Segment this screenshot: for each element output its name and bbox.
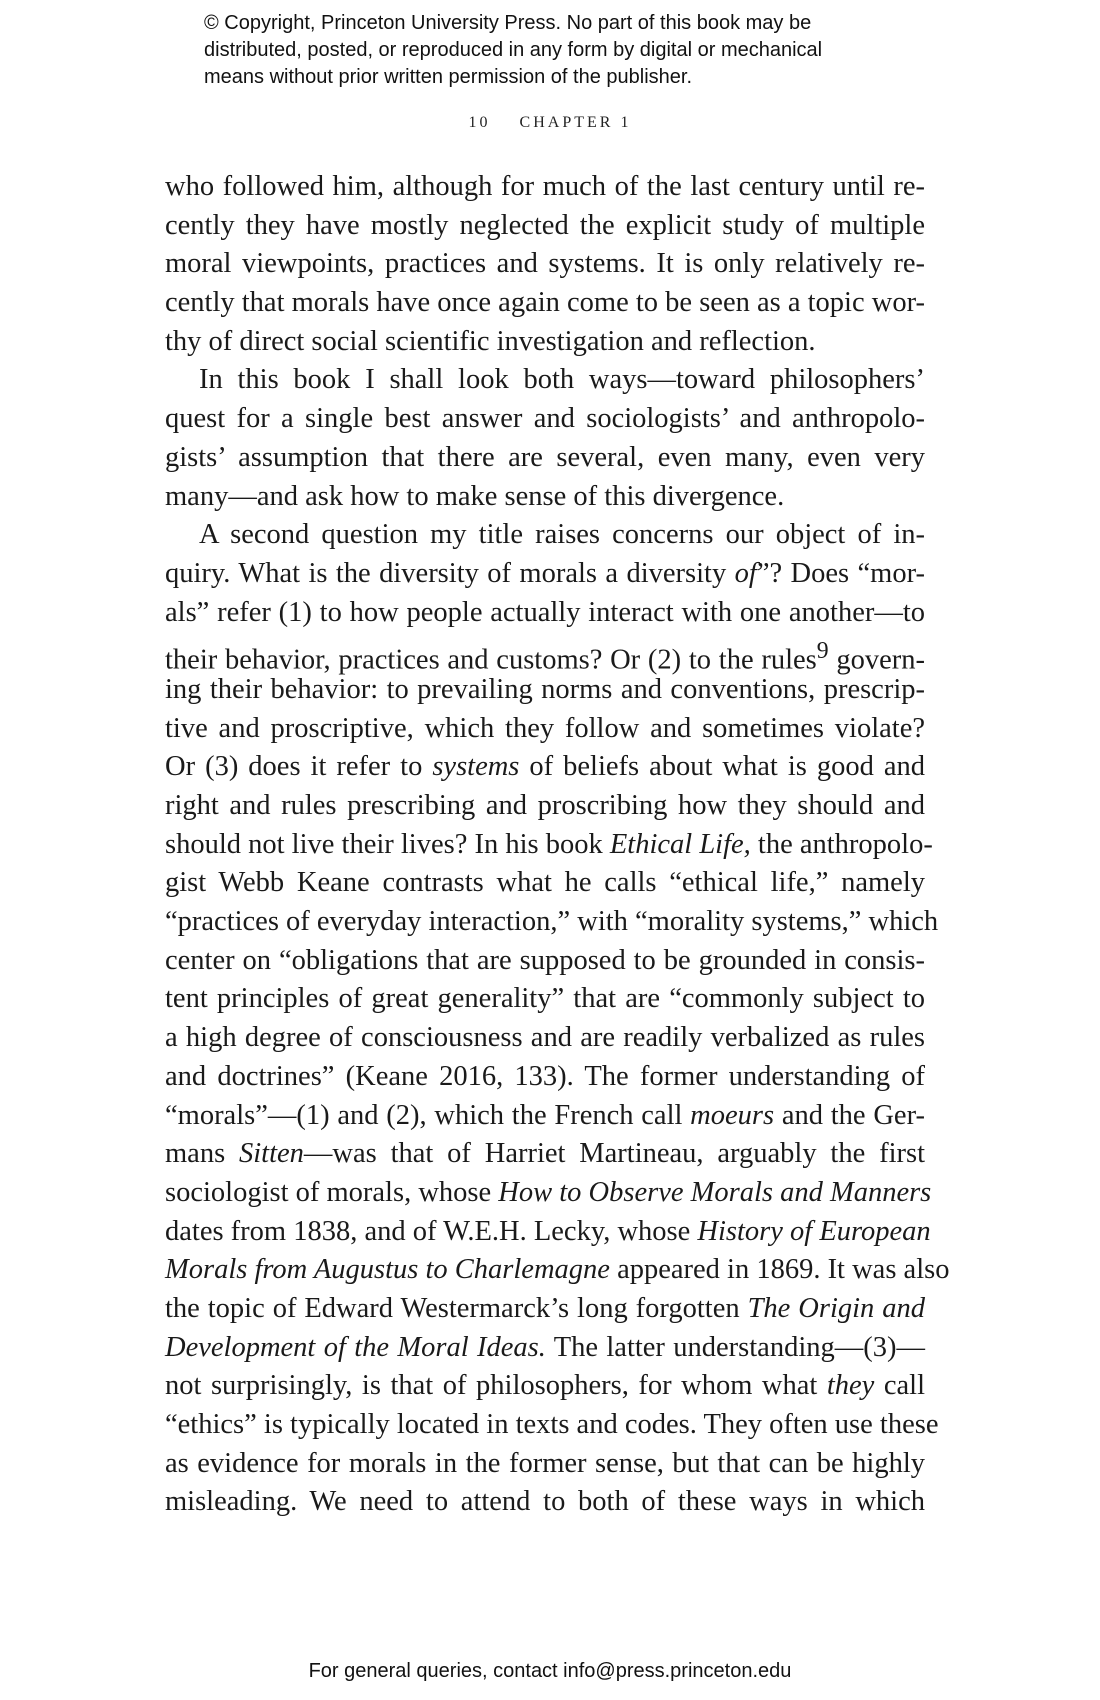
text-line: right and rules prescribing and proscribing how they should and	[165, 790, 925, 821]
page-number: 10	[468, 114, 491, 131]
text-line: their behavior, practices and customs? Or (2) to the rules$^9$ govern-	[165, 638, 925, 676]
text-line: dates from 1838, and of W.E.H. Lecky, whose History of European	[165, 1215, 931, 1247]
text-line: Development of the Moral Ideas. The latter understanding—(3)—	[165, 1331, 925, 1363]
text-line: cently that morals have once again come to be seen as a topic wor-	[165, 287, 925, 319]
text-line: cently they have mostly neglected the explicit study of multiple	[165, 209, 925, 241]
text-line: “ethics” is typically located in texts and codes. They often use these	[165, 1409, 939, 1440]
text-line: In this book I shall look both ways—toward philosophers’	[199, 364, 925, 396]
text-line: gists’ assumption that there are several, even many, even very	[165, 441, 925, 473]
copyright-notice	[204, 10, 924, 91]
text-line: sociologist of morals, whose How to Observe Morals and Manners	[165, 1176, 932, 1208]
text-line: the topic of Edward Westermarck’s long forgotten The Origin and	[165, 1292, 925, 1324]
text-line: Or (3) does it refer to systems of beliefs about what is good and	[165, 751, 925, 783]
text-line: who followed him, although for much of the last century until re-	[165, 171, 925, 202]
text-line: center on “obligations that are supposed to be grounded in consis-	[165, 944, 925, 976]
text-line: a high degree of consciousness and are readily verbalized as rules	[165, 1022, 925, 1054]
copyright-line: distributed, posted, or reproduced in any form by digital or mechanical	[204, 39, 823, 61]
text-line: and doctrines” (Keane 2016, 133). The former understanding of	[165, 1060, 925, 1092]
copyright-line: means without prior written permission of the publisher.	[204, 66, 693, 88]
text-line: not surprisingly, is that of philosophers, for whom what they call	[165, 1370, 926, 1402]
text-line: tive and proscriptive, which they follow and sometimes violate?	[165, 712, 925, 744]
text-line: “practices of everyday interaction,” with “morality systems,” which	[165, 906, 939, 938]
text-line: A second question my title raises concerns our object of in-	[199, 519, 925, 551]
body-text	[165, 168, 950, 1522]
text-line: many—and ask how to make sense of this divergence.	[165, 480, 785, 512]
copyright-line: © Copyright, Princeton University Press. No part of this book may be	[204, 12, 812, 34]
text-line: moral viewpoints, practices and systems. It is only relatively re-	[165, 248, 925, 280]
chapter-label: CHAPTER 1	[519, 114, 632, 131]
text-line: mans Sitten—was that of Harriet Martineau, arguably the first	[165, 1138, 925, 1170]
text-line: tent principles of great generality” that are “commonly subject to	[165, 983, 925, 1015]
text-line: misleading. We need to attend to both of these ways in which	[165, 1486, 925, 1518]
text-line: as evidence for morals in the former sense, but that can be highly	[165, 1447, 925, 1479]
text-line: quiry. What is the diversity of morals a diversity of”? Does “mor-	[165, 557, 925, 589]
text-line: quest for a single best answer and sociologists’ and anthropolo-	[165, 403, 925, 435]
footer-contact: For general queries, contact info@press.princeton.edu	[308, 1660, 792, 1682]
text-line: “morals”—(1) and (2), which the French call moeurs and the Ger-	[165, 1099, 925, 1131]
text-line: Morals from Augustus to Charlemagne appeared in 1869. It was also	[165, 1254, 950, 1286]
text-line: ing their behavior: to prevailing norms and conventions, prescrip-	[165, 673, 925, 705]
text-line: als” refer (1) to how people actually interact with one another—to	[165, 596, 925, 628]
text-line: thy of direct social scientific investigation and reflection.	[165, 325, 816, 357]
text-line: gist Webb Keane contrasts what he calls “ethical life,” namely	[165, 867, 925, 899]
running-head	[0, 114, 1100, 132]
text-line: should not live their lives? In his book Ethical Life, the anthropolo-	[165, 828, 933, 860]
